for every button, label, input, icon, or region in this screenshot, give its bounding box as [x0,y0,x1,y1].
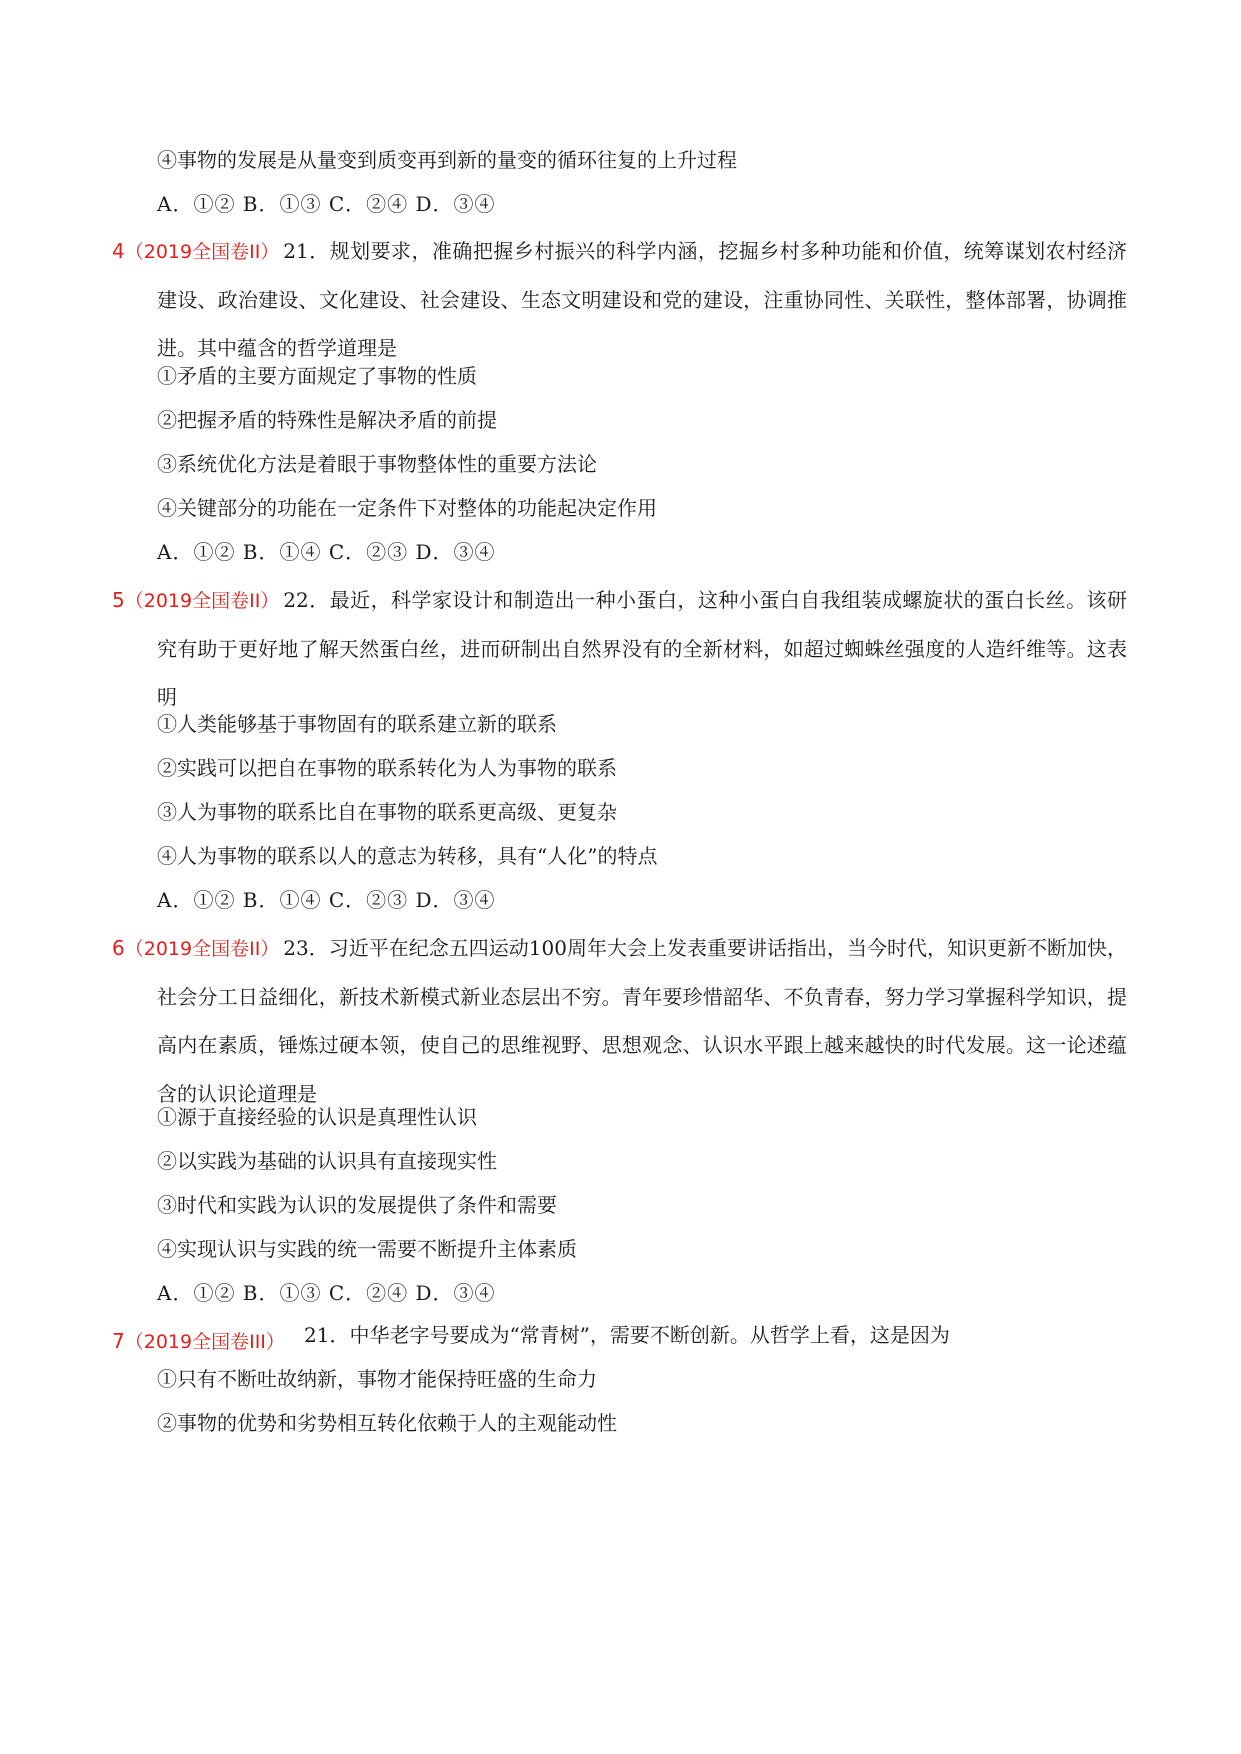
question-stem: 22．最近，科学家设计和制造出一种小蛋白，这种小蛋白自我组装成螺旋状的蛋白长丝。该研究有助于更好地了解天然蛋白丝，进而研制出自然界没有的全新材料，如超过蜘蛛丝强度的人造纤维等。这表明 [157,588,1127,709]
source-tag: （2019全国卷III） [124,1331,285,1353]
option-line: ④实现认识与实践的统一需要不断提升主体素质 [157,1237,577,1261]
option-line: ④事物的发展是从量变到质变再到新的量变的循环往复的上升过程 [157,148,737,172]
answer-choices: A．①② B．①④ C．②③ D．③④ [157,888,496,912]
answer-choices: A．①② B．①④ C．②③ D．③④ [157,540,496,564]
source-tag: （2019全国卷II） [124,938,280,960]
question-number: 5 [112,588,125,612]
option-line: ④关键部分的功能在一定条件下对整体的功能起决定作用 [157,496,657,520]
answer-choices: A．①② B．①③ C．②④ D．③④ [157,1281,496,1305]
option-line: ③时代和实践为认识的发展提供了条件和需要 [157,1193,557,1217]
option-line: ③系统优化方法是着眼于事物整体性的重要方法论 [157,452,597,476]
question-stem: 21．中华老字号要成为“常青树”，需要不断创新。从哲学上看，这是因为 [304,1323,950,1347]
option-line: ①源于直接经验的认识是真理性认识 [157,1105,477,1129]
question-number: 7 [112,1329,125,1353]
option-line: ②事物的优势和劣势相互转化依赖于人的主观能动性 [157,1411,617,1435]
option-line: ②实践可以把自在事物的联系转化为人为事物的联系 [157,756,617,780]
question-stem: 21．规划要求，准确把握乡村振兴的科学内涵，挖掘乡村多种功能和价值，统筹谋划农村经济建设、政治建设、文化建设、社会建设、生态文明建设和党的建设，注重协同性、关联性，整体部署，协调推进。其中蕴含的哲学道理是 [157,239,1127,360]
question-stem: 23．习近平在纪念五四运动100周年大会上发表重要讲话指出，当今时代，知识更新不断加快，社会分工日益细化，新技术新模式新业态层出不穷。青年要珍惜韶华、不负青春，努力学习掌握科学知识，提高内在素质，锤炼过硬本领，使自己的思维视野、思想观念、认识水平跟上越来越快的时代发展。这一论述蕴含的认识论道理是 [157,936,1127,1106]
option-line: ②把握矛盾的特殊性是解决矛盾的前提 [157,408,497,432]
source-tag: （2019全国卷II） [124,241,280,263]
option-line: ④人为事物的联系以人的意志为转移，具有“人化”的特点 [157,844,658,868]
option-line: ①人类能够基于事物固有的联系建立新的联系 [157,712,557,736]
option-line: ①只有不断吐故纳新，事物才能保持旺盛的生命力 [157,1367,597,1391]
option-line: ③人为事物的联系比自在事物的联系更高级、更复杂 [157,800,617,824]
source-tag: （2019全国卷II） [124,590,280,612]
question-number: 6 [112,936,125,960]
answer-choices: A．①② B．①③ C．②④ D．③④ [157,192,496,216]
option-line: ①矛盾的主要方面规定了事物的性质 [157,364,477,388]
option-line: ②以实践为基础的认识具有直接现实性 [157,1149,497,1173]
question-number: 4 [112,239,125,263]
